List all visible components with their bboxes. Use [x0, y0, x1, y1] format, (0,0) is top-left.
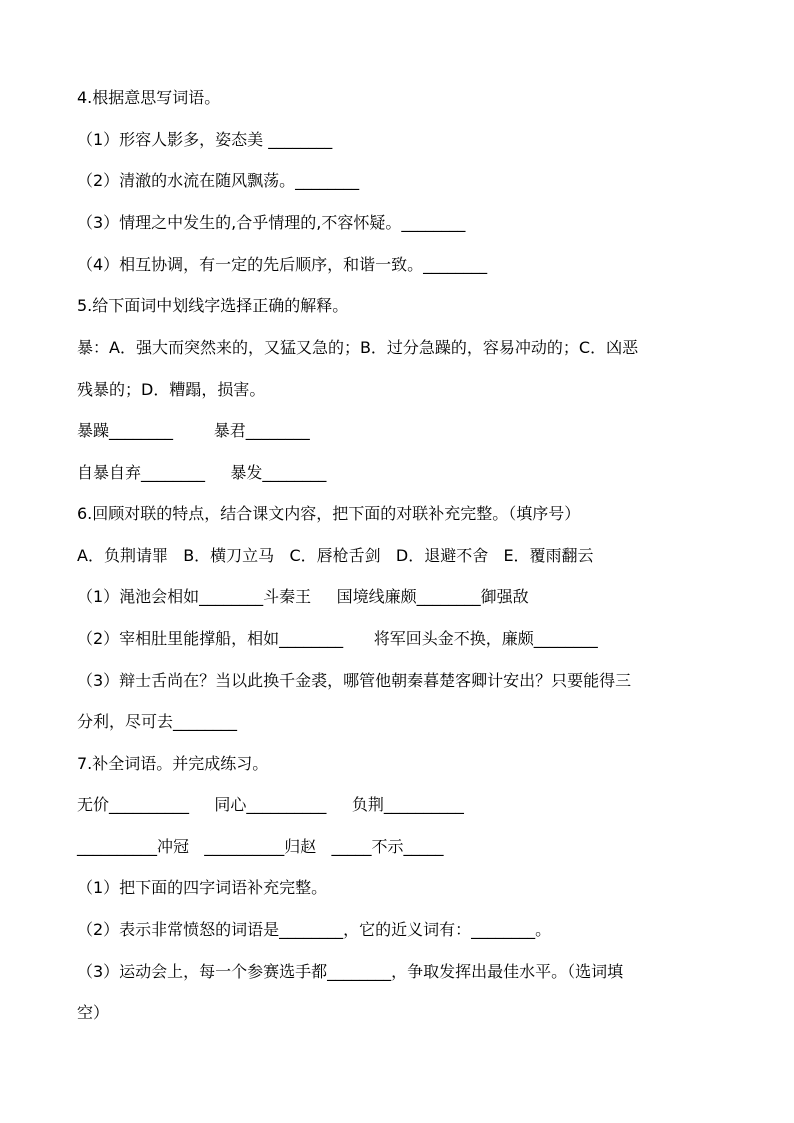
- question-6-heading: 6.回顾对联的特点，结合课文内容，把下面的对联补充完整。（填序号）: [77, 504, 581, 523]
- question-4-item-2: （2）清澈的水流在随风飘荡。________: [77, 171, 360, 190]
- question-5-heading: 5.给下面词中划线字选择正确的解释。: [77, 296, 349, 315]
- question-7-words-line-2: __________冲冠 __________归赵 _____不示_____: [77, 837, 444, 856]
- question-5-words-line-2: 自暴自弃________ 暴发________: [77, 463, 327, 482]
- question-7-words-line-1: 无价__________ 同心__________ 负荆__________: [77, 795, 464, 814]
- question-5-definition-line-1: 暴：A．强大而突然来的，又猛又急的；B．过分急躁的，容易冲动的；C．凶恶: [77, 338, 639, 357]
- question-7-item-2: （2）表示非常愤怒的词语是________，它的近义词有：________。: [77, 920, 552, 939]
- question-6-item-1: （1）渑池会相如________斗秦王 国境线廉颇________御强敌: [77, 587, 529, 606]
- question-4-heading: 4.根据意思写词语。: [77, 88, 221, 107]
- question-7-heading: 7.补全词语。并完成练习。: [77, 754, 269, 773]
- question-5-words-line-1: 暴躁________ 暴君________: [77, 421, 310, 440]
- question-6-options: A．负荆请罪 B．横刀立马 C．唇枪舌剑 D．退避不舍 E．覆雨翻云: [77, 546, 594, 565]
- question-4-item-1: （1）形容人影多，姿态美 ________: [77, 130, 333, 149]
- question-7-item-3-line-2: 空）: [77, 1003, 110, 1022]
- question-4-item-3: （3）情理之中发生的,合乎情理的,不容怀疑。________: [77, 213, 466, 232]
- question-5-definition-line-2: 残暴的；D．糟蹋，损害。: [77, 380, 266, 399]
- question-6-item-3-line-2: 分利，尽可去________: [77, 712, 238, 731]
- question-7-item-3-line-1: （3）运动会上，每一个参赛选手都________，争取发挥出最佳水平。（选词填: [77, 962, 624, 981]
- question-6-item-2: （2）宰相肚里能撑船，相如________ 将军回头金不换，廉颇________: [77, 629, 598, 648]
- question-6-item-3-line-1: （3）辩士舌尚在？当以此换千金裘，哪管他朝秦暮楚客卿计安出？只要能得三: [77, 671, 632, 690]
- question-7-item-1: （1）把下面的四字词语补充完整。: [77, 878, 328, 897]
- question-4-item-4: （4）相互协调，有一定的先后顺序，和谐一致。________: [77, 255, 488, 274]
